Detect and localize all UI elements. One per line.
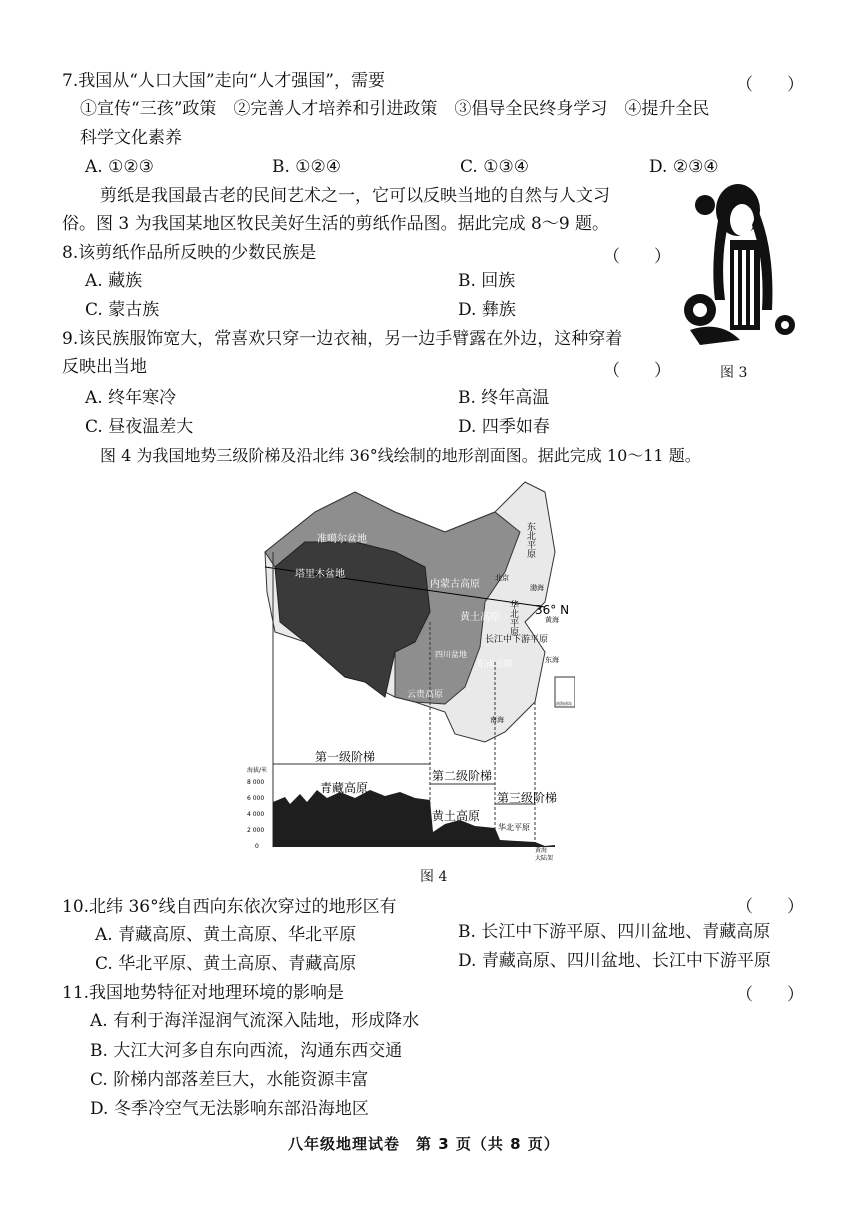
profile-step1: 第一级阶梯 — [315, 750, 376, 764]
profile-qinghai-tibet: 青藏高原 — [320, 781, 369, 795]
label-yungui: 云贵高原 — [407, 690, 444, 700]
q7-answer-paren: （ ） — [736, 75, 804, 95]
q9-option-c: C. 昼夜温差大 — [85, 417, 194, 437]
q7-option-a: A. ①②③ — [85, 157, 154, 177]
label-south-sea-islands: 南海诸岛 — [556, 701, 572, 706]
label-yangtze: 长江中下游平原 — [485, 635, 549, 645]
q11-answer-paren: （ ） — [736, 985, 804, 1005]
q8-answer-paren: （ ） — [603, 247, 671, 267]
q11-stem: 11.我国地势特征对地理环境的影响是 — [62, 983, 345, 1003]
page-footer: 八年级地理试卷 第 3 页（共 8 页） — [288, 1135, 560, 1153]
label-huanghai: 黄海 — [545, 616, 559, 624]
label-sichuan: 四川盆地 — [435, 650, 467, 659]
q11-option-c: C. 阶梯内部落差巨大，水能资源丰富 — [90, 1070, 369, 1090]
q8-option-d: D. 彝族 — [458, 300, 516, 320]
intro-8-9-line2: 俗。图 3 为我国某地区牧民美好生活的剪纸作品图。据此完成 8～9 题。 — [62, 214, 610, 234]
q11-option-a: A. 有利于海洋湿润气流深入陆地，形成降水 — [90, 1011, 420, 1031]
q8-option-c: C. 蒙古族 — [85, 300, 160, 320]
label-northeast-plain: 东北平原 — [525, 522, 535, 558]
q9-answer-paren: （ ） — [603, 361, 671, 381]
q8-option-a: A. 藏族 — [85, 271, 143, 291]
q9-option-a: A. 终年寒冷 — [85, 388, 177, 408]
ytick-6000: 6 000 — [247, 795, 265, 802]
q10-stem: 10.北纬 36°线自西向东依次穿过的地形区有 — [62, 897, 397, 917]
label-southeast-hills: 东南丘陵 — [477, 660, 514, 670]
ytick-0: 0 — [255, 843, 259, 850]
profile-yellow-sea: 黄海 — [535, 847, 548, 854]
q10-option-d: D. 青藏高原、四川盆地、长江中下游平原 — [458, 951, 771, 971]
intro-8-9-line1: 剪纸是我国最古老的民间艺术之一，它可以反映当地的自然与人文习 — [100, 186, 610, 206]
profile-yaxis-title: 海拔/米 — [247, 767, 268, 774]
fig3-caption: 图 3 — [720, 365, 748, 381]
q7-stem: 7.我国从“人口大国”走向“人才强国”，需要 — [62, 71, 385, 91]
label-loess-map: 黄土高原 — [460, 612, 500, 623]
label-north-china-plain-map: 华北平原 — [508, 600, 518, 636]
q10-answer-paren: （ ） — [736, 897, 804, 917]
q9-option-b: B. 终年高温 — [458, 388, 550, 408]
ytick-8000: 8 000 — [247, 779, 265, 786]
label-beijing: 北京 — [495, 574, 509, 582]
q10-option-c: C. 华北平原、黄土高原、青藏高原 — [95, 954, 357, 974]
q11-option-b: B. 大江大河多自东向西流，沟通东西交通 — [90, 1041, 403, 1061]
label-bohai: 渤海 — [530, 584, 544, 592]
q10-option-b: B. 长江中下游平原、四川盆地、青藏高原 — [458, 922, 771, 942]
ytick-4000: 4 000 — [247, 811, 265, 818]
q9-stem-line1: 9.该民族服饰宽大，常喜欢只穿一边衣袖，另一边手臂露在外边，这种穿着 — [62, 329, 623, 349]
q10-option-a: A. 青藏高原、黄土高原、华北平原 — [95, 925, 357, 945]
intro-10-11: 图 4 为我国地势三级阶梯及沿北纬 36°线绘制的地形剖面图。据此完成 10～11 题。 — [100, 446, 701, 465]
q7-option-b: B. ①②④ — [272, 157, 342, 177]
q8-option-b: B. 回族 — [458, 271, 516, 291]
label-tarim: 塔里木盆地 — [295, 569, 345, 580]
q7-option-c: C. ①③④ — [460, 157, 529, 177]
q7-items-line2: 科学文化素养 — [80, 128, 182, 148]
latitude-label: 36° N — [535, 603, 570, 617]
q11-option-d: D. 冬季冷空气无法影响东部沿海地区 — [90, 1099, 369, 1119]
q9-option-d: D. 四季如春 — [458, 417, 550, 437]
label-junggar: 准噶尔盆地 — [317, 534, 367, 545]
papercut-figure — [680, 180, 800, 350]
ytick-2000: 2 000 — [247, 827, 265, 834]
q7-option-d: D. ②③④ — [649, 157, 719, 177]
profile-shelf: 大陆架 — [535, 855, 554, 862]
profile-north-china-plain: 华北平原 — [498, 823, 530, 832]
label-donghai: 东海 — [545, 656, 559, 664]
label-inner-mongolia: 内蒙古高原 — [430, 579, 480, 590]
profile-step3: 第三级阶梯 — [497, 791, 558, 805]
profile-step2: 第二级阶梯 — [432, 769, 493, 783]
fig4-caption: 图 4 — [420, 869, 448, 885]
q9-stem-line2: 反映出当地 — [62, 357, 147, 377]
terrain-map-figure — [245, 472, 575, 862]
q8-stem: 8.该剪纸作品所反映的少数民族是 — [62, 243, 317, 263]
profile-loess: 黄土高原 — [432, 809, 481, 823]
q7-items-line1: ①宣传“三孩”政策 ②完善人才培养和引进政策 ③倡导全民终身学习 ④提升全民 — [80, 99, 710, 119]
label-nanhai: 南海 — [490, 716, 504, 724]
